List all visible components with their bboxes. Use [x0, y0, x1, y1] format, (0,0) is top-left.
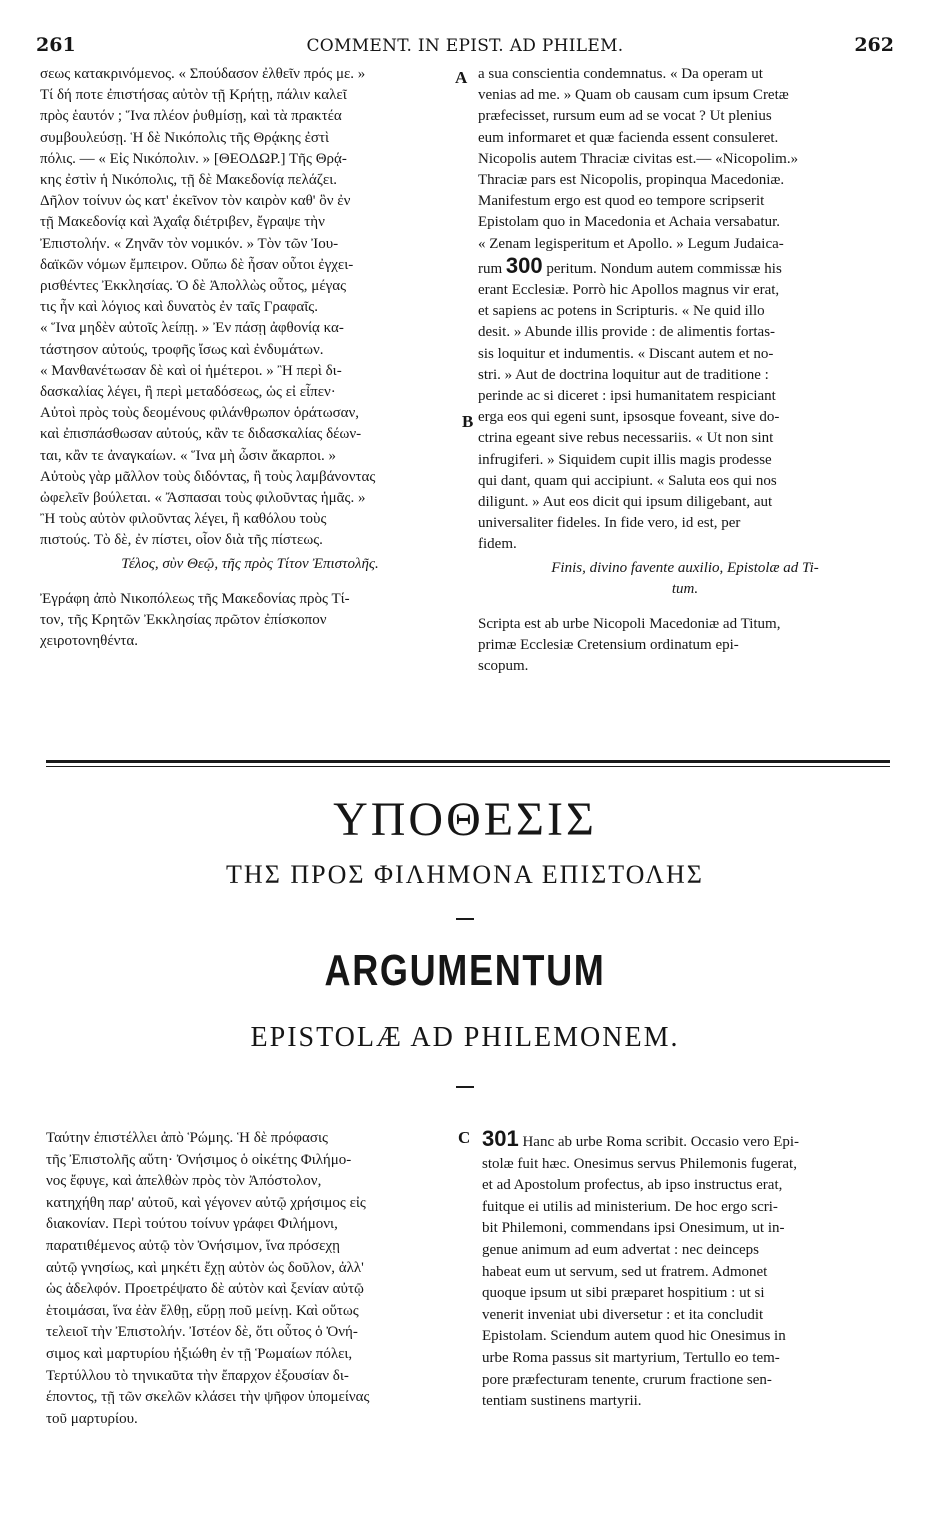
closing-line: Finis, divino favente auxilio, Epistolæ ad Ti- — [551, 559, 819, 576]
greek-closing: Τέλος, σὺν Θεῷ, τῆς πρὸς Τίτον Ἐπιστολῆς. — [121, 555, 379, 572]
text-line: Αὐτοὺς γὰρ μᾶλλον τοὺς διδόντας, ἢ τοὺς λαμβάνοντας — [40, 468, 376, 485]
text-line: « Μανθανέτωσαν δὲ καὶ οἱ ἡμέτεροι. » Ἢ περὶ δι- — [40, 362, 342, 379]
title-dash-1 — [456, 918, 474, 920]
text-line: Τερτύλλου τὸ τηνικαῦτα τὴν ἔπαρχον ἐξουσίαν δι- — [46, 1367, 349, 1384]
latin-title: ARGUMENTUM — [324, 946, 606, 995]
text-line: urbe Roma passus sit martyrium, Tertullo eo tem- — [482, 1349, 780, 1366]
text-line: Ταύτην ἐπιστέλλει ἀπὸ Ῥώμης. Ἡ δὲ πρόφασις — [46, 1130, 328, 1146]
text-line: πιστούς. Τὸ δὲ, ἐν πίστει, οἷον διὰ τῆς πίστεως. — [40, 532, 323, 549]
text-line: αὐτῷ γνησίως, καὶ μηκέτι ἔχῃ αὐτὸν ὡς δοῦλον, ἀλλ' — [46, 1259, 364, 1276]
text-line: ὠφελεῖν βούλεται. « Ἄσπασαι τοὺς φιλοῦντας ἡμᾶς. » — [40, 490, 366, 507]
title-dash-2 — [456, 1086, 474, 1088]
text-line: τάστησον αὐτούς, τροφῆς ἴσως καὶ ἐνδυμάτων. — [40, 341, 324, 358]
latin-line-colnum-after: peritum. Nondum autem commissæ his — [546, 260, 782, 277]
text-line: erant Ecclesiæ. Porrò hic Apollos magnus vir erat, — [478, 282, 780, 299]
text-line: κατηχήθη παρ' αὐτοῦ, καὶ γέγονεν αὐτῷ χρήσιμος εἰς — [46, 1194, 366, 1211]
text-line: τελειοῖ τὴν Ἐπιστολήν. Ἰστέον δὲ, ὅτι οὗτος ὁ Ὀνή- — [46, 1324, 358, 1341]
text-line: κης ἐστὶν ἡ Νικόπολις, τῇ δὲ Μακεδονίᾳ πελάζει. — [40, 172, 337, 189]
text-line: Epistolam. Sciendum autem quod hic Onesimus in — [482, 1328, 786, 1345]
text-line: « Zenam legisperitum et Apollo. » Legum Judaica- — [478, 235, 784, 252]
column-number-301: 301 — [482, 1126, 519, 1151]
text-line: ctrina egeant sive rebus necessariis. « Ut non sint — [478, 430, 774, 447]
greek-column-bottom — [46, 1128, 466, 1430]
text-line: stolæ fuit hæc. Onesimus servus Philemonis fugerat, — [482, 1155, 797, 1172]
text-line: έποντος, τῇ τῶν σκελῶν κλάσει τὴν ψῆφον ὑπομείνας — [46, 1389, 370, 1406]
margin-mark-b: B — [462, 412, 474, 431]
latin-subtitle: EPISTOLÆ AD PHILEMONEM. — [250, 1022, 680, 1053]
text-line: « Ἵνα μηδὲν αὐτοῖς λείπῃ. » Ἐν πάσῃ ἀφθονίᾳ κα- — [40, 320, 344, 337]
text-line: Αὐτοὶ πρὸς τοὺς δεομένους φιλάνθρωπον ὁράτωσαν, — [40, 405, 360, 422]
text-line: ρισθέντες Ἐκκλησίας. Ὁ δὲ Ἀπολλὼς οὗτος, μέγας — [40, 278, 347, 295]
text-line: τῇ Μακεδονίᾳ καὶ Ἀχαΐᾳ διέτριβεν, ἔγραψε τὴν — [40, 214, 325, 231]
text-line: παρατιθέμενος αὐτῷ τὸν Ὀνήσιμον, ἵνα πρόσεχῃ — [46, 1237, 340, 1254]
latin-bottom-first-text: Hanc ab urbe Roma scribit. Occasio vero Epi- — [522, 1134, 800, 1150]
text-line: desit. » Abunde illis provide : de alimentis fortas- — [478, 324, 776, 341]
section-divider-thick — [46, 760, 890, 763]
text-line: πόλις. — « Εἰς Νικόπολιν. » [ΘΕΟΔΩΡ.] Τῆς Θρᾴ- — [40, 150, 347, 167]
colophon-line: χειροτονηθέντα. — [40, 633, 139, 650]
greek-colophon — [40, 589, 460, 653]
text-line: erga eos qui egeni sunt, ipsosque foveant, sive do- — [478, 409, 780, 426]
colophon-line: Ἐγράφη ἀπὸ Νικοπόλεως τῆς Μακεδονίας πρὸς Τί- — [40, 590, 350, 607]
running-header — [36, 34, 894, 60]
text-line: perinde ac si diceret : ipsi humanitatem respiciant — [478, 388, 776, 405]
text-line: τῆς Ἐπιστολῆς αὕτη· Ὀνήσιμος ὁ οἰκέτης Φιλήμο- — [46, 1151, 352, 1168]
text-line: ἑτοιμάσαι, ἵνα ἐὰν ἔλθῃ, εὕρῃ ποῦ μείνῃ. Καὶ οὕτως — [46, 1302, 359, 1319]
text-line: venias ad me. » Quam ob causam cum ipsum Cretæ — [478, 87, 789, 104]
text-line: σεως κατακρινόμενος. « Σπούδασον ἐλθεῖν πρός με. » — [40, 66, 366, 82]
closing-line: tum. — [671, 580, 699, 597]
text-line: et ad Apostolum profectus, ab ipso instructus erat, — [482, 1177, 783, 1194]
section-divider-thin — [46, 766, 890, 767]
text-line: universaliter fideles. In fide vero, id est, per — [478, 515, 741, 532]
text-line: tentiam sustinens martyrii. — [482, 1393, 642, 1410]
colophon-line: scopum. — [478, 658, 529, 675]
text-line: et sapiens ac potens in Scripturis. « Ne quid illo — [478, 303, 765, 320]
text-line: τοῦ μαρτυρίου. — [46, 1410, 138, 1427]
latin-line-colnum — [478, 252, 892, 280]
text-line: Thraciæ pars est Nicopolis, propinqua Macedoniæ. — [478, 172, 785, 189]
colophon-line: Scripta est ab urbe Nicopoli Macedoniæ ad Titum, — [478, 616, 781, 633]
text-line: fidem. — [478, 536, 517, 553]
text-line: πρὸς ἑαυτόν ; Ἵνα πλέον ῥυθμίσῃ, καὶ τὰ πρακτέα — [40, 108, 342, 125]
text-line: venerit inveniat ubi diversetur : et ita concludit — [482, 1306, 764, 1323]
latin-closing — [478, 558, 892, 600]
text-line: συμβουλεύσῃ. Ἡ δὲ Νικόπολις τῆς Θρᾴκης ἐστὶ — [40, 129, 330, 146]
text-line: infrugiferi. » Siquidem cupit illis magis prodesse — [478, 451, 772, 468]
text-line: ται, κἂν τε ἀναγκαίων. « Ἵνα μὴ ὦσιν ἄκαρποι. » — [40, 447, 336, 464]
text-line: νος ἔφυγε, καὶ ἀπελθὼν πρὸς τὸν Ἀπόστολον, — [46, 1173, 322, 1190]
text-line: stri. » Aut de doctrina loquitur aut de traditione : — [478, 366, 769, 383]
text-line: Δῆλον τοίνυν ὡς κατ' ἐκεῖνον τὸν καιρὸν καθ' ὃν ἐν — [40, 193, 351, 210]
latin-column-top — [478, 64, 892, 678]
text-line: Epistolam quo in Macedonia et Achaia versabatur. — [478, 214, 780, 231]
text-line: Nicopolis autem Thraciæ civitas est.— «Nicopolim.» — [478, 150, 799, 167]
text-line: καὶ ἐπισπάσθωσαν αὐτούς, κἂν τε διδασκαλίας δέων- — [40, 426, 362, 443]
latin-bottom-first-line — [482, 1128, 892, 1154]
page-number-right: 262 — [854, 34, 894, 56]
text-line: eum informaret et quæ facienda essent consuleret. — [478, 129, 779, 146]
text-line: pore præfecturam tenente, crurum fractione sen- — [482, 1371, 772, 1388]
text-line: præfecisset, rursum eum ad se vocat ? Ut plenius — [478, 108, 772, 125]
text-line: Ἐπιστολήν. « Ζηνᾶν τὸν νομικόν. » Τὸν τῶν Ἰου- — [40, 235, 339, 252]
text-line: Ἢ τοὺς αὐτὸν φιλοῦντας λέγει, ἢ καθόλου τοὺς — [40, 511, 327, 528]
column-number-300: 300 — [505, 252, 543, 278]
latin-column-bottom — [482, 1128, 892, 1413]
greek-title: ΥΠΟΘΕΣΙΣ — [333, 793, 597, 846]
margin-mark-c: C — [458, 1128, 471, 1147]
text-line: quoque ipsum ut sibi præparet hospitium : ut si — [482, 1285, 765, 1302]
running-title: COMMENT. IN EPIST. AD PHILEM. — [306, 36, 624, 56]
page-number-left: 261 — [36, 34, 76, 56]
text-line: fuitque ei utilis ad ministerium. De hoc ergo scri- — [482, 1198, 778, 1215]
greek-column-top — [40, 64, 460, 652]
text-line: διακονίαν. Περὶ τούτου τοίνυν γράφει Φιλήμονι, — [46, 1216, 338, 1233]
margin-mark-a: A — [455, 68, 468, 87]
text-line: ὡς ἀδελφόν. Προετρέψατο δὲ αὐτὸν καὶ ξενίαν αὐτῷ — [46, 1281, 364, 1298]
text-line: qui dant, quam qui accipiunt. « Saluta eos qui nos — [478, 472, 777, 489]
text-line: a sua conscientia condemnatus. « Da operam ut — [478, 66, 763, 82]
latin-colophon — [478, 614, 892, 678]
text-line: δασκαλίας λέγει, ἢ περὶ μεταδόσεως, ὡς εἰ εἶπεν· — [40, 384, 336, 401]
greek-subtitle: ΤΗΣ ΠΡΟΣ ΦΙΛΗΜΟΝΑ ΕΠΙΣΤΟΛΗΣ — [226, 860, 704, 889]
text-line: habeat eum ut servum, sed ut fratrem. Admonet — [482, 1263, 768, 1280]
text-line: genue animum ad eum advertat : nec deinceps — [482, 1241, 759, 1258]
text-line: Τί δή ποτε ἐπιστήσας αὐτὸν τῇ Κρήτῃ, πάλιν καλεῖ — [40, 87, 347, 104]
text-line: diligunt. » Aut eos dicit qui ipsum diligebant, aut — [478, 494, 773, 511]
text-line: σιμος καὶ μαρτυρίου ἠξιώθη ἐν τῇ Ῥωμαίων πόλει, — [46, 1345, 353, 1362]
text-line: δαϊκῶν νόμων ἔμπειρον. Οὔπω δὲ ἦσαν οὗτοι ἐγχει- — [40, 256, 354, 273]
latin-line-colnum-before: rum — [478, 260, 503, 277]
colophon-line: τον, τῆς Κρητῶν Ἐκκλησίας πρῶτον ἐπίσκοπον — [40, 612, 327, 629]
text-line: τις ἦν καὶ λόγιος καὶ δυνατὸς ἐν ταῖς Γραφαῖς. — [40, 299, 318, 316]
colophon-line: primæ Ecclesiæ Cretensium ordinatum epi- — [478, 637, 739, 654]
text-line: Manifestum ergo est quod eo tempore scripserit — [478, 193, 765, 210]
text-line: sis loquitur et indumentis. « Discant autem et no- — [478, 345, 774, 362]
text-line: bit Philemoni, commendans ipsi Onesimum, ut in- — [482, 1220, 785, 1237]
